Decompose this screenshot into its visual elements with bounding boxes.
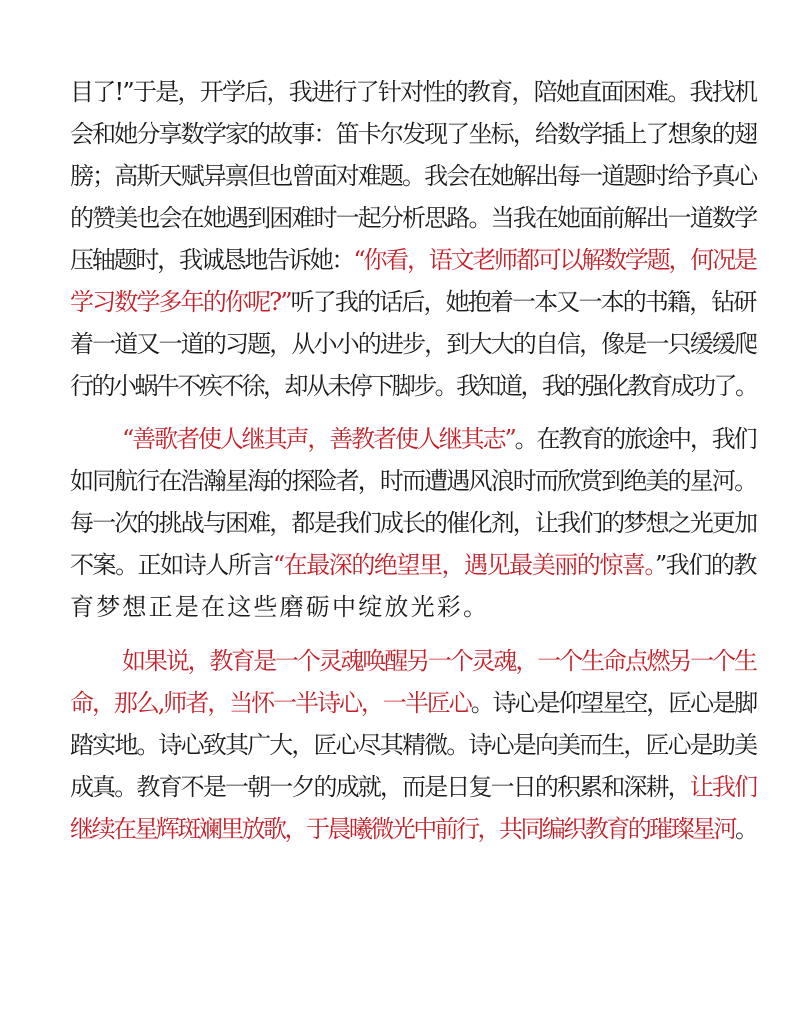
- body-text: 膀；高斯天赋异禀但也曾面对难题。我会在她解出每一道题时给予真心: [70, 162, 757, 190]
- text-line: [70, 287, 756, 317]
- text-line: [70, 730, 756, 760]
- body-text: 。: [734, 815, 757, 843]
- text-line: [70, 161, 756, 191]
- text-line: [70, 329, 756, 359]
- text-line: [70, 772, 756, 802]
- highlighted-text: 学习数学多年的你呢?”: [70, 288, 291, 316]
- text-line: [70, 508, 756, 538]
- highlighted-text: 让我们: [689, 773, 757, 801]
- body-text: 成真。教育不是一朝一夕的成就，而是日复一日的积累和深耕，: [70, 773, 690, 801]
- text-line: [70, 77, 756, 107]
- body-text: 听了我的话后，她抱着一本又一本的书籍，钻研: [290, 288, 756, 316]
- body-text: 目了!”于是，开学后，我进行了针对性的教育，陪她直面困难。我找机: [70, 78, 757, 106]
- body-text: 压轴题时，我诚恳地告诉她：: [70, 246, 354, 274]
- text-line: [70, 119, 756, 149]
- text-line: [70, 688, 756, 718]
- text-line: [70, 550, 756, 580]
- text-line: [70, 371, 756, 401]
- text-line: [70, 466, 756, 496]
- highlighted-text: 如果说，教育是一个灵魂唤醒另一个灵魂，一个生命点燃另一个生: [122, 647, 756, 675]
- body-text: 不案。正如诗人所言: [70, 551, 273, 579]
- text-line: [122, 424, 756, 454]
- highlighted-text: “在最深的绝望里，遇见最美丽的惊喜。: [272, 551, 655, 579]
- body-text: 会和她分享数学家的故事：笛卡尔发现了坐标，给数学插上了想象的翅: [70, 120, 757, 148]
- body-text: 每一次的挑战与困难，都是我们成长的催化剂，让我们的梦想之光更加: [70, 509, 757, 537]
- highlighted-text: 继续在星辉斑斓里放歌，于晨曦微光中前行，共同编织教育的璀璨星河: [70, 815, 735, 843]
- text-line: [70, 592, 489, 622]
- text-line: [70, 203, 756, 233]
- highlighted-text: 命，那么,师者，当怀一半诗心，一半匠心: [70, 689, 471, 717]
- highlighted-text: “善歌者使人继其声，善教者使人继其志”: [122, 425, 515, 453]
- body-text: 。诗心是仰望星空，匠心是脚: [470, 689, 757, 717]
- body-text: 踏实地。诗心致其广大，匠心尽其精微。诗心是向美而生，匠心是助美: [70, 731, 757, 759]
- highlighted-text: “你看，语文老师都可以解数学题，何况是: [353, 246, 756, 274]
- body-text: 行的小蜗牛不疾不徐，却从未停下脚步。我知道，我的强化教育成功了。: [70, 372, 757, 400]
- body-text: 的赞美也会在她遇到困难时一起分析思路。当我在她面前解出一道数学: [70, 204, 757, 232]
- body-text: 。在教育的旅途中，我们: [514, 425, 756, 453]
- text-line: [122, 646, 756, 676]
- body-text: 着一道又一道的习题，从小小的进步，到大大的自信，像是一只缓缓爬: [70, 330, 757, 358]
- body-text: 育梦想正是在这些磨砺中绽放光彩。: [70, 593, 490, 621]
- body-text: ”我们的教: [654, 551, 756, 579]
- body-text: 如同航行在浩瀚星海的探险者，时而遭遇风浪时而欣赏到绝美的星河。: [70, 467, 757, 495]
- text-line: [70, 245, 756, 275]
- text-line: [70, 814, 756, 844]
